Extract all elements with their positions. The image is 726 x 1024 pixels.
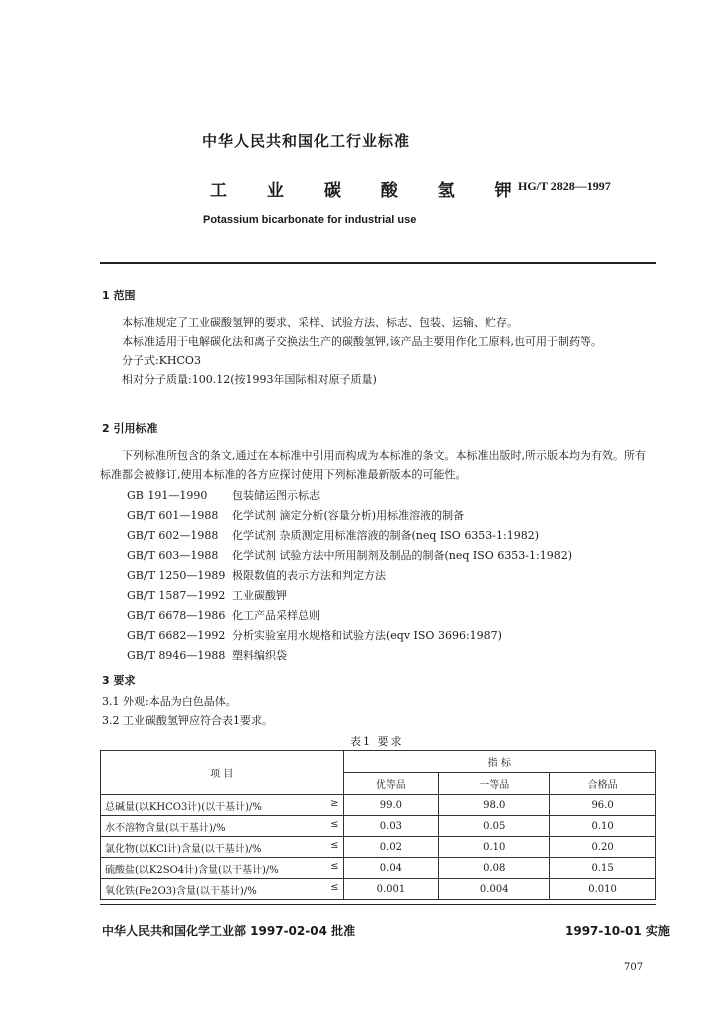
item-cell: 氧化铁(Fe2O3)含量(以干基计)/% ≤: [101, 879, 344, 900]
standard-code: HG/T 2828—1997: [518, 179, 611, 193]
molecular-formula: 分子式:KHCO3: [122, 354, 201, 367]
value-cell: 0.04: [343, 858, 439, 879]
table-caption: 表1 要求: [350, 735, 404, 748]
value-cell: 0.004: [439, 879, 550, 900]
index-header: 指 标: [343, 751, 656, 773]
paragraph: 下列标准所包含的条文,通过在本标准中引用而构成为本标准的条文。本标准出版时,所示版本均为有效。所有标准都会被修订,使用本标准的各方应探讨使用下列标准最新版本的可能性。: [100, 449, 646, 481]
section-2-intro: [100, 446, 656, 484]
item-cell: 总碱量(以KHCO3计)(以干基计)/% ≥: [101, 795, 344, 816]
header-divider: [100, 262, 656, 264]
table-header-row: [101, 751, 656, 773]
section-1-body: [100, 313, 656, 389]
grade-header: 优等品: [343, 773, 439, 795]
value-cell: 96.0: [550, 795, 656, 816]
grade-header: 合格品: [550, 773, 656, 795]
footer-divider: [100, 904, 656, 905]
value-cell: 99.0: [343, 795, 439, 816]
english-title: Potassium bicarbonate for industrial use: [203, 214, 417, 226]
value-cell: 0.10: [439, 837, 550, 858]
requirement-item: 3.2 工业碳酸氢钾应符合表1要求。: [102, 714, 273, 727]
value-cell: 0.010: [550, 879, 656, 900]
reference-item: GB/T 6678—1986 化工产品采样总则: [127, 609, 320, 622]
reference-item: GB 191—1990 包装储运图示标志: [127, 489, 320, 502]
section-1-heading: 1 范围: [102, 289, 136, 302]
reference-item: GB/T 602—1988 化学试剂 杂质测定用标准溶液的制备(neq ISO 6353-1:1982): [127, 529, 540, 542]
value-cell: 0.05: [439, 816, 550, 837]
reference-item: GB/T 603—1988 化学试剂 试验方法中所用制剂及制品的制备(neq ISO 6353-1:1982): [127, 549, 573, 562]
item-cell: 硫酸盐(以K2SO4计)含量(以干基计)/% ≤: [101, 858, 344, 879]
table-row: [101, 795, 656, 816]
standard-category-title: 中华人民共和国化工行业标准: [202, 132, 411, 150]
requirement-item: 3.1 外观:本品为白色晶体。: [102, 695, 237, 708]
value-cell: 0.02: [343, 837, 439, 858]
page-number: 707: [624, 962, 644, 973]
item-cell: 水不溶物含量(以干基计)/% ≤: [101, 816, 344, 837]
table-row: [101, 837, 656, 858]
value-cell: 0.10: [550, 816, 656, 837]
paragraph: 本标准规定了工业碳酸氢钾的要求、采样、试验方法、标志、包装、运输、贮存。: [122, 316, 518, 329]
value-cell: 0.03: [343, 816, 439, 837]
reference-item: GB/T 601—1988 化学试剂 滴定分析(容量分析)用标准溶液的制备: [127, 509, 465, 522]
item-cell: 氯化物(以KCl计)含量(以干基计)/% ≤: [101, 837, 344, 858]
reference-item: GB/T 6682—1992 分析实验室用水规格和试验方法(eqv ISO 3696:1987): [127, 629, 502, 642]
effective-date: 1997-10-01 实施: [565, 924, 670, 938]
section-3-heading: 3 要求: [102, 674, 136, 687]
table-row: [101, 816, 656, 837]
item-header: 项 目: [101, 751, 344, 795]
molecular-weight: 相对分子质量:100.12(按1993年国际相对原子质量): [122, 373, 377, 386]
value-cell: 0.08: [439, 858, 550, 879]
value-cell: 0.15: [550, 858, 656, 879]
grade-header: 一等品: [439, 773, 550, 795]
value-cell: 0.001: [343, 879, 439, 900]
reference-item: GB/T 1250—1989 极限数值的表示方法和判定方法: [127, 569, 386, 582]
value-cell: 0.20: [550, 837, 656, 858]
reference-item: GB/T 8946—1988 塑料编织袋: [127, 649, 287, 662]
section-2-heading: 2 引用标准: [102, 422, 158, 435]
table-row: [101, 879, 656, 900]
requirements-table: [100, 750, 656, 900]
approval-line: 中华人民共和国化学工业部 1997-02-04 批准: [102, 924, 356, 938]
reference-item: GB/T 1587—1992 工业碳酸钾: [127, 589, 287, 602]
value-cell: 98.0: [439, 795, 550, 816]
paragraph: 本标准适用于电解碳化法和离子交换法生产的碳酸氢钾,该产品主要用作化工原料,也可用于制药等。: [122, 335, 602, 348]
table-row: [101, 858, 656, 879]
document-title: 工 业 碳 酸 氢 钾: [210, 181, 529, 201]
